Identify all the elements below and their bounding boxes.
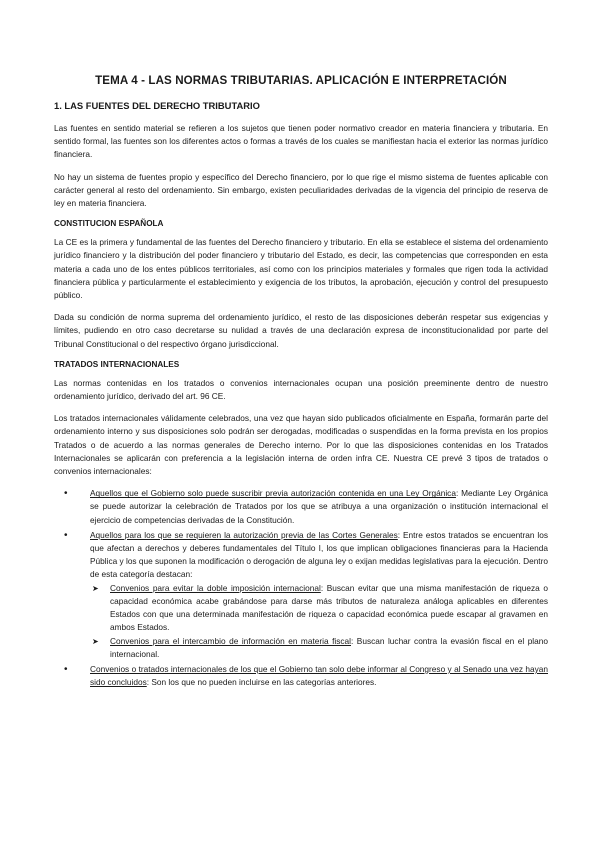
list-item bbox=[54, 487, 548, 527]
arrow-bullet-icon: ➤ bbox=[92, 636, 99, 646]
bullet-icon: • bbox=[64, 663, 68, 675]
list-item-text: : Mediante Ley Orgánica se puede autorizar la celebración de Tratados por los que se atribuya a una organización o institución internacional el ejercicio de competencias derivadas de la Constitución. bbox=[90, 488, 548, 525]
sub-list bbox=[90, 582, 548, 661]
sub-item-lead: Convenios para evitar la doble imposición internacional bbox=[110, 582, 321, 593]
page-title: TEMA 4 - LAS NORMAS TRIBUTARIAS. APLICACIÓN E INTERPRETACIÓN bbox=[95, 74, 507, 87]
subheading-constitucion: CONSTITUCION ESPAÑOLA bbox=[54, 219, 164, 229]
sub-list-item bbox=[90, 635, 548, 661]
subheading-tratados: TRATADOS INTERNACIONALES bbox=[54, 359, 180, 369]
paragraph-sistema-fuentes: No hay un sistema de fuentes propio y específico del Derecho financiero, por lo que rige el mismo sistema de fuentes aplicable con carácter general al resto del ordenamiento. Sin embargo, existen peculiaridades derivadas de la vigencia del principio de reserva de ley en materia financiera. bbox=[54, 171, 548, 209]
sub-item-text: : Buscan luchar contra la evasión fiscal en el plano internacional. bbox=[110, 635, 548, 659]
list-item bbox=[54, 663, 548, 689]
paragraph-tratados-celebrados: Los tratados internacionales válidamente celebrados, una vez que hayan sido publicados oficialmente en España, formarán parte del ordenamiento interno y sus disposiciones solo podrán ser derogadas, modificadas o suspendidas en la forma prevista en los propios Tratados o de acuerdo a las normas generales de Derecho interno. Por lo que las disposiciones contenidas en los Tratados Internacionales se aplicarán con preferencia a la legislación interna de orden infra CE. Nuestra CE prevé 3 tipos de tratados o convenios internacionales: bbox=[54, 413, 548, 477]
list-item-lead: Aquellos para los que se requieren la autorización previa de las Cortes Generales bbox=[90, 529, 398, 540]
section-heading-fuentes: 1. LAS FUENTES DEL DERECHO TRIBUTARIO bbox=[54, 100, 260, 111]
sub-list-item bbox=[90, 582, 548, 635]
list-item-lead: Aquellos que el Gobierno solo puede suscribir previa autorización contenida en una Ley Orgánica bbox=[90, 488, 456, 499]
paragraph-tratados-posicion: Las normas contenidas en los tratados o convenios internacionales ocupan una posición preeminente dentro de nuestro ordenamiento jurídico, derivado del art. 96 CE. bbox=[54, 377, 548, 402]
sub-item-lead: Convenios para el intercambio de información en materia fiscal bbox=[110, 635, 351, 646]
arrow-bullet-icon: ➤ bbox=[92, 583, 99, 593]
bullet-icon: • bbox=[64, 488, 68, 500]
paragraph-fuentes-material: Las fuentes en sentido material se refieren a los sujetos que tienen poder normativo creador en materia financiera y tributaria. En sentido formal, las fuentes son los diferentes actos o formas a través de los cuales se manifiestan hacia el exterior las normas jurídico financiera. bbox=[54, 123, 548, 160]
paragraph-ce-fundamental: La CE es la primera y fundamental de las fuentes del Derecho financiero y tributario. En ella se establece el sistema del ordenamiento jurídico financiero y la distribución del poder financiero y tributario del Estado, es decir, las competencias que corresponden en esta materia a cada uno de los entes públicos territoriales, así como con los principios materiales y formales que rigen toda la actividad financiera pública y particularmente el establecimiento y exigencia de los tributos, la aprobación, ejecución y control del presupuesto público. bbox=[54, 237, 548, 301]
sub-item-text: : Buscan evitar que una misma manifestación de riqueza o capacidad económica acabe grabándose para darse más tributos de naturaleza análoga aplicables en diferentes Estados con que una determinada manifestación de riqueza o capacidad económica puede escapar al gravamen en ambos Estados. bbox=[110, 582, 548, 633]
list-item-lead: Convenios o tratados internacionales de los que el Gobierno tan solo debe informar al Congreso y al Senado una vez hayan sido concluidos bbox=[90, 663, 548, 688]
bullet-icon: • bbox=[64, 529, 68, 541]
list-item-text: : Entre estos tratados se encuentran los que afectan a derechos y deberes fundamentales del Título I, los que implican obligaciones financieras para la Hacienda Pública y los que suponen la modificación o derogación de alguna ley o exijan medidas legislativas para la ejecución. Dentro de esta categoría destacan: bbox=[90, 529, 548, 580]
list-item bbox=[54, 529, 548, 661]
list-item-text: : Son los que no pueden incluirse en las categorías anteriores. bbox=[146, 677, 377, 688]
tratados-type-list bbox=[54, 487, 548, 689]
paragraph-ce-suprema: Dada su condición de norma suprema del ordenamiento jurídico, el resto de las disposiciones deberán respetar sus exigencias y límites, pudiendo en otro caso decretarse su nulidad a través de una declaración expresa de inconstitucionalidad por parte del Tribunal Constitucional o del respectivo órgano jurisdiccional. bbox=[54, 312, 548, 349]
